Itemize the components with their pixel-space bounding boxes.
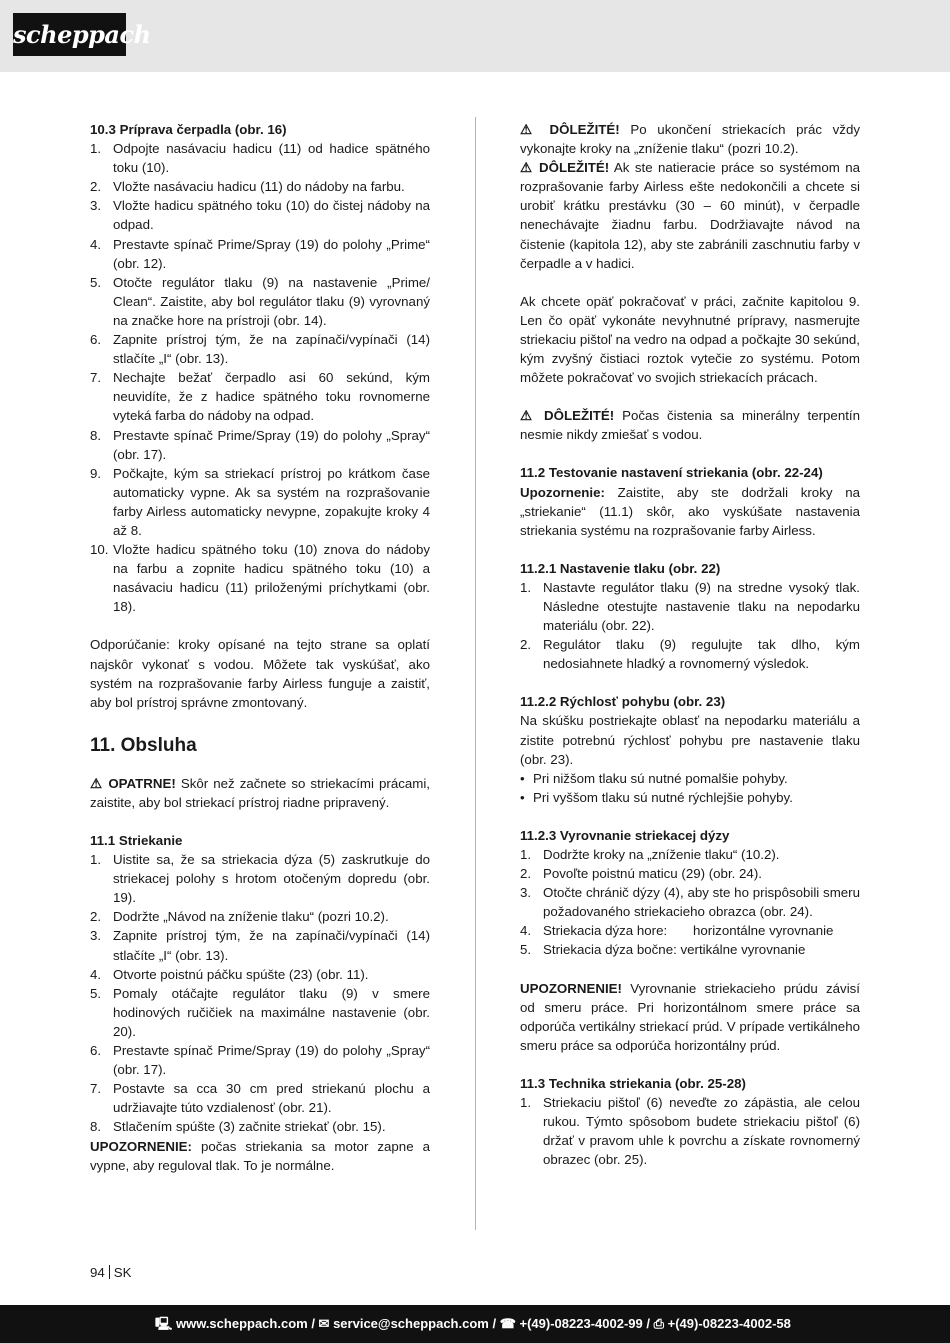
step-text: Vložte hadicu spätného toku (10) znova do nádoby na farbu a zopnite hadicu spätného toku (10) a nasávaciu hadicu (11) priloženými príchytkami (obr. 18). [113,542,430,615]
important-text: Ak ste natieracie práce so systémom na rozprašovanie farby Airless ešte nedokončili a chcete si urobiť krátku prestávku (30 – 60 minút), v čerpadle nenechávajte žiadnu farbu. Dodržiavajte návod na čistenie (kapitola 12), aby ste zabránili zaschnutiu farby v čerpadle a v hadici. [520,160,860,271]
step-text: Vložte nasávaciu hadicu (11) do nádoby na farbu. [113,179,405,195]
section-11-3-steps [520,1093,860,1169]
step-text: Dodržte „Návod na zníženie tlaku“ (pozri 10.2). [113,909,389,925]
note-label: UPOZORNENIE: [90,1138,192,1154]
step-number: 3. [90,928,102,944]
step-number: 2. [90,179,102,195]
step-number: 7. [90,1081,102,1097]
bullet-item: • Pri vyššom tlaku sú nutné rýchlejšie pohyby. [520,788,860,807]
list-item [90,1117,430,1136]
page-number [90,1265,132,1280]
list-item [90,907,430,926]
page-number-value: 94 [90,1265,105,1280]
header-bar [0,0,950,72]
step-text: Odpojte nasávaciu hadicu (11) od hadice spätného toku (10). [113,141,430,176]
step-number: 1. [90,852,102,868]
important-label: ⚠ DÔLEŽITÉ! [520,122,620,137]
list-item [90,177,430,196]
row-value: horizontálne vyrovnanie [693,923,834,939]
section-11-2-1-steps [520,578,860,673]
note-paragraph [90,1137,430,1175]
step-number: 2. [90,909,102,925]
note-text: počas striekania sa motor zapne a vypne, aby reguloval tlak. To je normálne. [90,1138,430,1173]
step-number: 7. [90,370,102,386]
list-item [90,273,430,330]
continue-text: Ak chcete opäť pokračovať v práci, začnite kapitolou 9. Len čo opäť vykonáte nevyhnutné prípravy, nasmerujte striekaciu pištoľ na vedro na odpad a počkajte 30 sekúnd, kým zvyšný čistiaci roztok vytečie zo systému. Potom môžete pokračovať vo svojich striekacích prácach. [520,293,860,386]
section-11-2-note [520,483,860,540]
step-number: 2. [520,866,532,882]
section-10-3-heading: 10.3 Príprava čerpadla (obr. 16) [90,122,287,137]
fax-icon: ⎙ [653,1316,664,1331]
section-11-2-3-note [520,979,860,1055]
step-text: Otočte chránič dýzy (4), aby ste ho prispôsobili smeru požadovaného striekacieho obrazca (obr. 24). [543,885,860,920]
step-text: Stlačením spúšte (3) začnite striekať (obr. 15). [113,1119,386,1135]
step-text: Zapnite prístroj tým, že na zapínači/vypínači (14) stlačíte „I“ (obr. 13). [113,332,430,367]
step-number: 5. [520,942,532,958]
email-icon: ✉︎ [318,1316,330,1331]
list-item [520,940,860,959]
step-number: 1. [520,1095,532,1111]
computer-icon: 🖳︎ [155,1316,173,1331]
step-text: Vložte hadicu spätného toku (10) do čistej nádoby na odpad. [113,198,430,233]
list-item [90,139,430,177]
step-number: 10. [90,542,109,558]
important-label: ⚠ DÔLEŽITÉ! [520,160,610,176]
list-item [90,540,430,616]
step-number: 6. [90,332,102,348]
column-divider [475,117,476,1230]
recommendation-text: Odporúčanie: kroky opísané na tejto strane sa oplatí najskôr vykonať s vodou. Môžete tak vyskúšať, ako systém na rozprašovanie farby Airless funguje a zaistiť, aby bol prístroj správne zmontovaný. [90,637,430,710]
step-text: Nechajte bežať čerpadlo asi 60 sekúnd, kým neuvidíte, že z hadice spätného toku rovnomerne vyteká farba do nádoby na odpad. [113,370,430,424]
note-label: Upozornenie: [520,484,605,500]
list-item [90,330,430,368]
caution-text: Skôr než začnete so striekacími prácami, zaistite, aby bol striekací prístroj riadne pripravený. [90,775,430,810]
list-item [520,921,860,940]
email-link[interactable]: service@scheppach.com [333,1316,489,1331]
step-number: 3. [520,885,532,901]
list-item [90,850,430,907]
list-item [90,464,430,540]
step-text: Striekaciu pištoľ (6) neveďte zo zápästia, ale celou rukou. Týmto spôsobom budete striekaciu pištoľ (6) držať v pravom uhle k povrchu a získate rovnomerný obrazec (obr. 25). [543,1095,860,1168]
right-column [520,120,860,1169]
row-label: Striekacia dýza bočne: [543,942,677,958]
step-number: 5. [90,985,102,1001]
step-number: 6. [90,1043,102,1059]
section-11-heading: 11. Obsluha [90,734,197,756]
step-text: Prestavte spínač Prime/Spray (19) do polohy „Spray“ (obr. 17). [113,427,430,462]
step-text: Otočte regulátor tlaku (9) na nastavenie „Prime/ Clean“. Zaistite, aby bol regulátor tlaku (9) vyrovnaný na značke hore na prístroji (obr. 14). [113,274,430,328]
list-item [90,1041,430,1079]
bullet-item: • Pri nižšom tlaku sú nutné pomalšie pohyby. [520,769,860,788]
step-number: 2. [520,637,532,653]
step-number: 4. [520,923,532,939]
row-value: vertikálne vyrovnanie [680,942,806,958]
step-number: 4. [90,966,102,982]
phone-number: +(49)-08223-4002-99 [519,1316,643,1331]
step-text: Nastavte regulátor tlaku (9) na stredne vysoký tlak. Následne otestujte nastavenie tlaku na nepodarku materiálu (obr. 22). [543,579,860,634]
step-number: 9. [90,465,102,481]
note-text: Vyrovnanie striekacieho prúdu závisí od smeru práce. Pri horizontálnom smere práce sa odporúča vertikálny striekací prúd. V prípade vertikálneho smeru práce sa odporúča horizontálny prúd. [520,980,860,1053]
list-item [90,426,430,464]
important-1 [520,120,860,158]
list-item [90,984,430,1041]
list-item [90,235,430,273]
list-item [90,368,430,425]
section-11-1-heading: 11.1 Striekanie [90,833,183,848]
fax-number: +(49)-08223-4002-58 [667,1316,791,1331]
step-number: 4. [90,236,102,252]
section-11-2-heading: 11.2 Testovanie nastavení striekania (obr. 22-24) [520,465,823,481]
step-text: Otvorte poistnú páčku spúšte (23) (obr. 11). [113,966,369,982]
section-11-2-2-heading: 11.2.2 Rýchlosť pohybu (obr. 23) [520,694,726,710]
section-11-1-steps [90,850,430,1136]
step-text: Povoľte poistnú maticu (29) (obr. 24). [543,866,762,882]
step-number: 8. [90,427,102,443]
brand-logo: scheppach [13,13,126,56]
list-item [520,578,860,635]
section-11-2-3-steps [520,845,860,921]
step-text: Pomaly otáčajte regulátor tlaku (9) v smere hodinových ručičiek na maximálne nastavenie (obr. 20). [113,985,430,1039]
important-text: Počas čistenia sa minerálny terpentín nesmie nikdy zmiešať s vodou. [520,408,861,443]
website-link[interactable]: www.scheppach.com [175,1316,308,1331]
row-label: Striekacia dýza hore: [543,923,668,939]
section-11-2-3-heading: 11.2.3 Vyrovnanie striekacej dýzy [520,827,730,843]
step-text: Postavte sa cca 30 cm pred striekanú plochu a udržiavajte túto vzdialenosť (obr. 21). [113,1081,430,1116]
list-item [520,864,860,883]
section-10-3-steps [90,139,430,616]
nozzle-orientation-rows [520,921,860,959]
step-number: 3. [90,198,102,214]
list-item [520,845,860,864]
note-text: Zaistite, aby ste dodržali kroky na „striekanie“ (11.1) skôr, ako vyskúšate nastavenia striekania systému na rozprašovanie farby Airless. [520,484,860,538]
list-item [520,1093,860,1169]
step-number: 5. [90,274,102,290]
step-text: Regulátor tlaku (9) regulujte tak dlho, kým nedosiahnete hladký a rovnomerný výsledok. [543,637,860,672]
caution-paragraph [90,774,430,812]
phone-icon: ☎︎ [499,1316,516,1331]
step-number: 1. [520,847,532,862]
important-2 [520,158,860,273]
step-number: 8. [90,1119,102,1135]
important-label: ⚠ DÔLEŽITÉ! [520,408,615,424]
section-11-3-heading: 11.3 Technika striekania (obr. 25-28) [520,1075,746,1091]
page-language: SK [113,1265,132,1280]
important-text: Po ukončení striekacích prác vždy vykonajte kroky na „zníženie tlaku“ (pozri 10.2). [520,122,860,157]
footer-bar: 🖳︎ www.scheppach.com / ✉︎ service@scheppach.com / ☎︎ +(49)-08223-4002-99 / ⎙ +(49)-08223-4002-58 [0,1305,950,1343]
note-label: UPOZORNENIE! [520,980,622,996]
caution-label: ⚠ OPATRNE! [90,775,176,791]
step-text: Počkajte, kým sa striekací prístroj po krátkom čase automaticky vypne. Ak sa systém na rozprašovanie farby Airless automaticky nevypne, zopakujte kroky 4 až 8. [113,465,430,538]
step-number: 1. [90,141,102,157]
list-item [90,1079,430,1117]
left-column [90,120,430,1175]
list-item [90,926,430,964]
important-3 [520,406,860,444]
step-text: Dodržte kroky na „zníženie tlaku“ (10.2). [543,847,780,862]
step-text: Prestavte spínač Prime/Spray (19) do polohy „Spray“ (obr. 17). [113,1043,430,1078]
list-item [90,196,430,234]
step-text: Prestavte spínač Prime/Spray (19) do polohy „Prime“ (obr. 12). [113,236,430,271]
list-item [520,635,860,673]
list-item [90,965,430,984]
speed-bullets [520,769,860,807]
step-number: 1. [520,579,532,595]
step-text: Zapnite prístroj tým, že na zapínači/vypínači (14) stlačíte „I“ (obr. 13). [113,928,430,963]
section-11-2-1-heading: 11.2.1 Nastavenie tlaku (obr. 22) [520,560,721,576]
section-11-2-2-text: Na skúšku postriekajte oblasť na nepodarku materiálu a zistite potrebnú rýchlosť pohybu pre nastavenie tlaku (obr. 23). [520,713,860,767]
step-text: Uistite sa, že sa striekacia dýza (5) zaskrutkuje do striekacej polohy s hrotom otočeným dopredu (obr. 19). [113,852,430,906]
list-item [520,883,860,921]
